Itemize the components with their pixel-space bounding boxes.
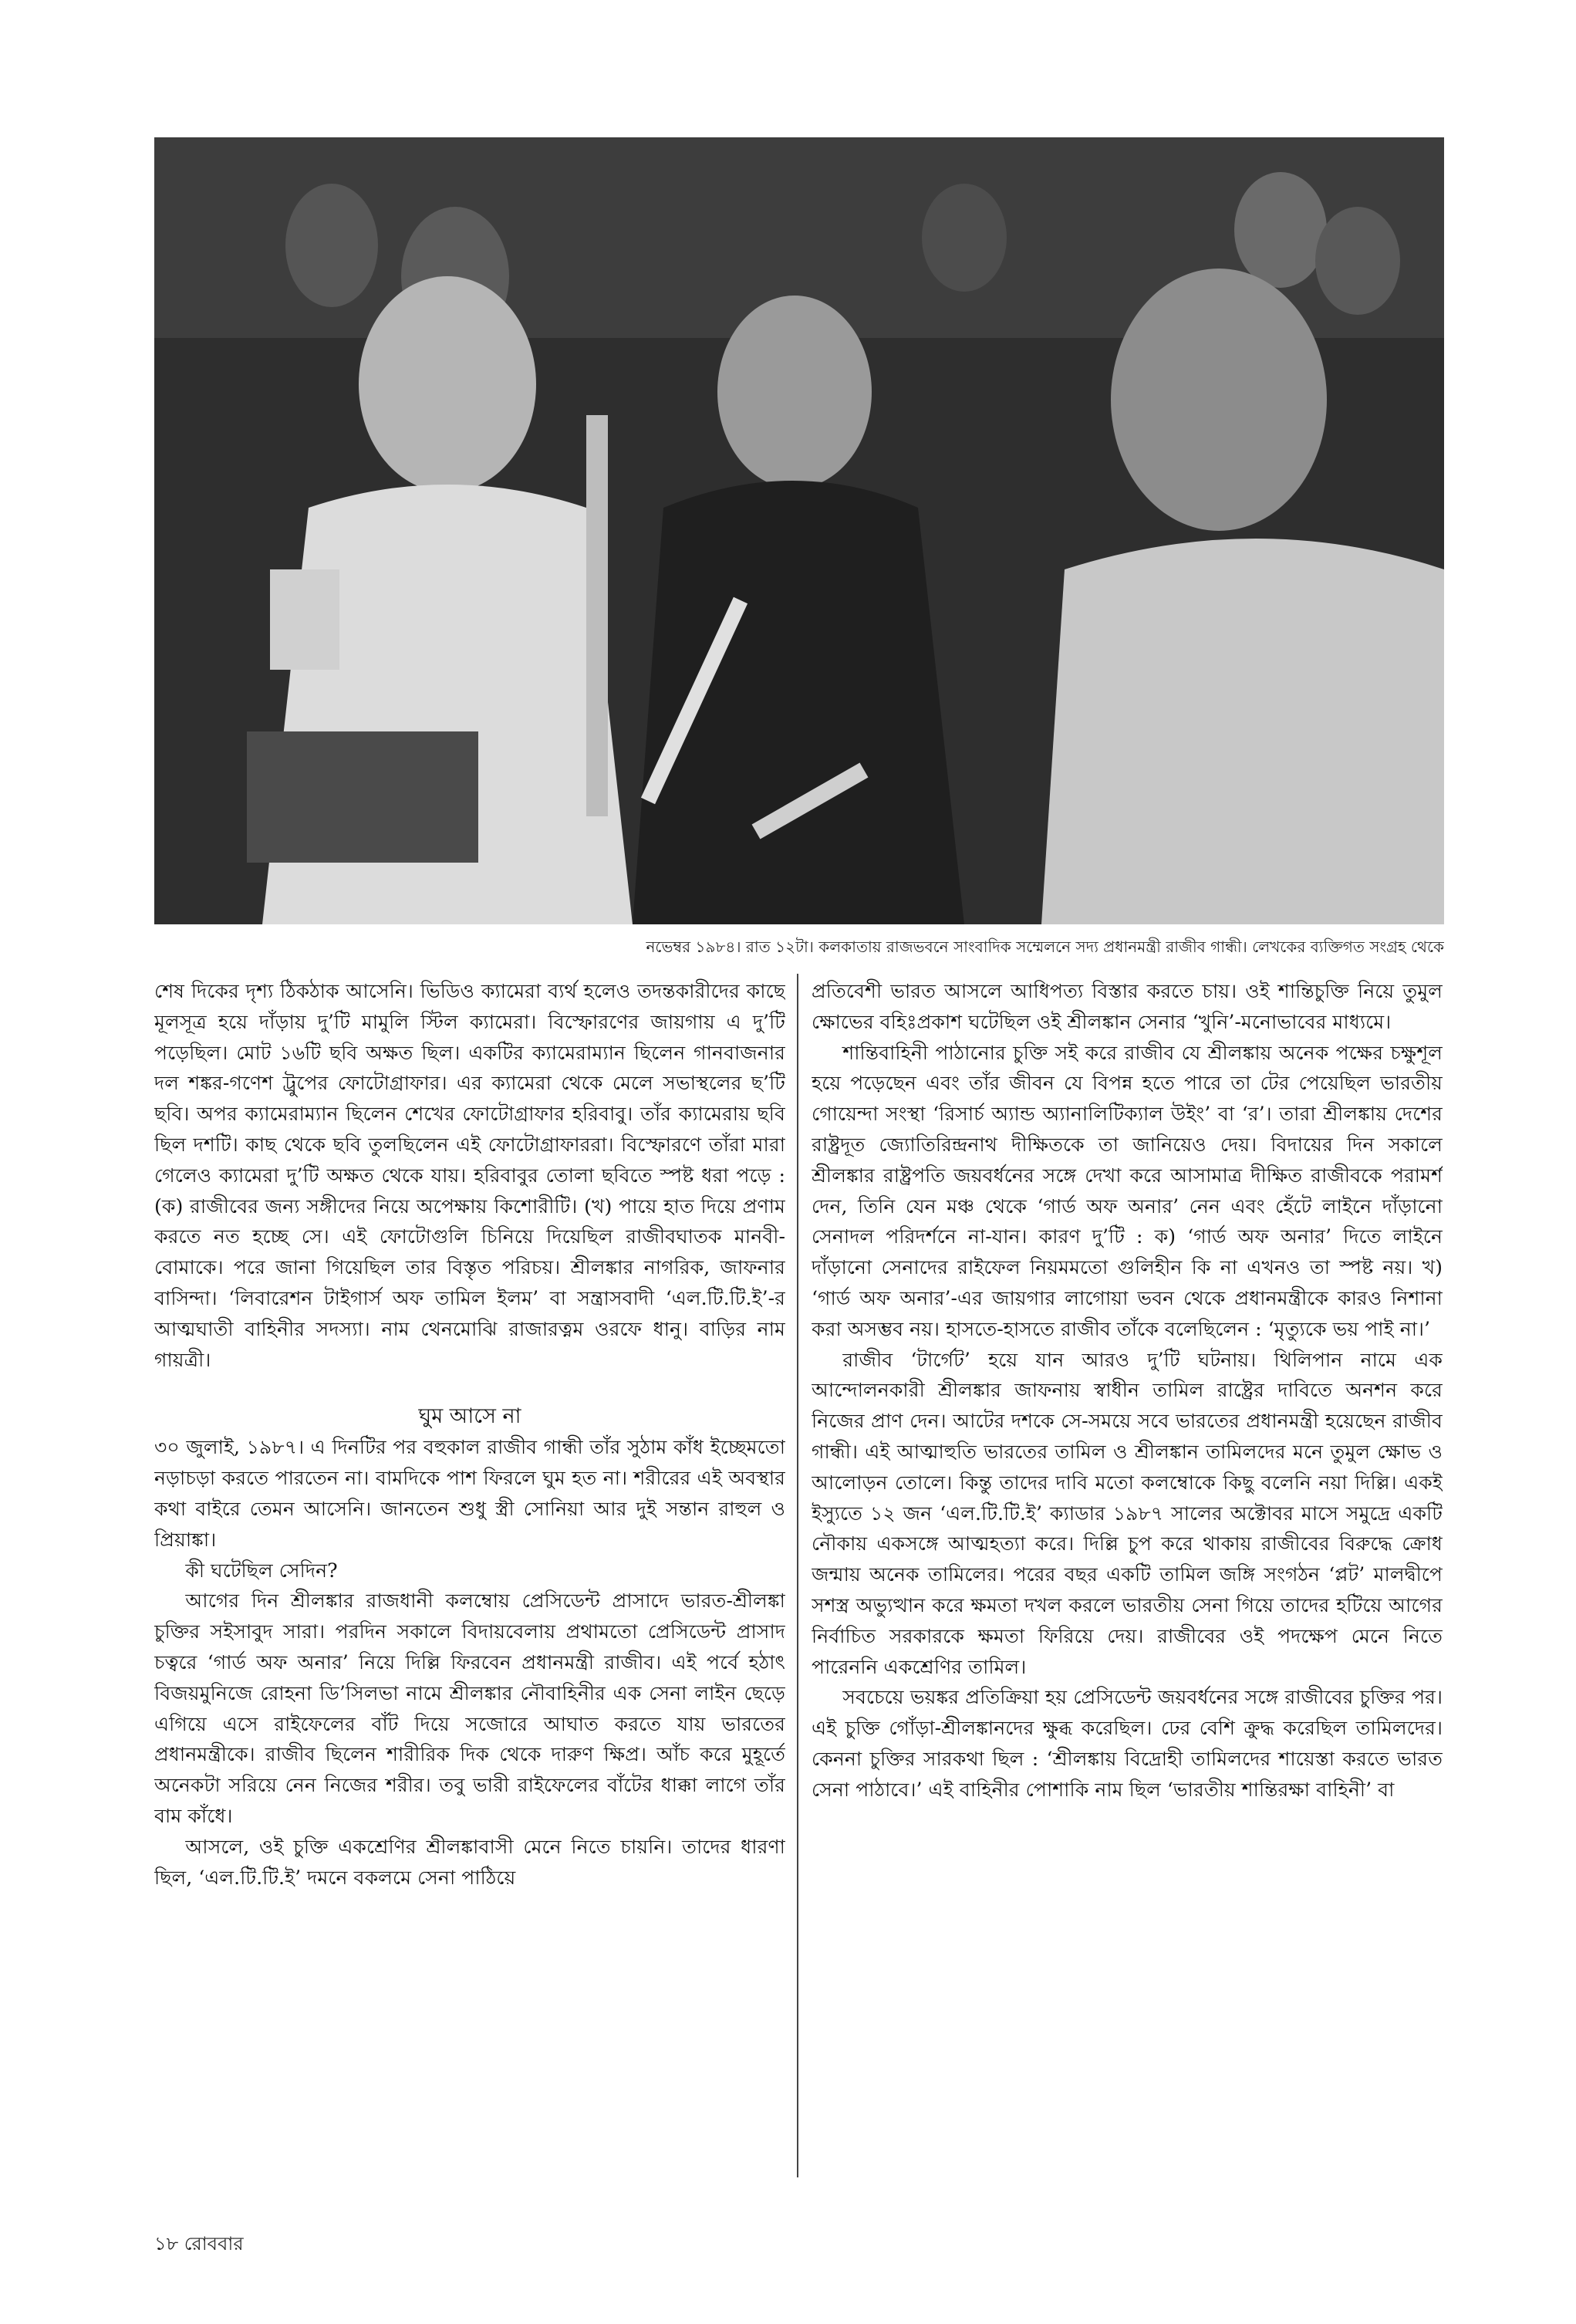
paragraph: শেষ দিকের দৃশ্য ঠিকঠাক আসেনি। ভিডিও ক্যামেরা ব্যর্থ হলেও তদন্তকারীদের কাছে মূলসূত্র হয়ে দাঁড়ায় দু’টি মামুলি স্টিল ক্যামেরা। বিস্ফোরণের জায়গায় এ দু’টি পড়েছিল। মোট ১৬টি ছবি অক্ষত ছিল। একটির ক্যামেরাম্যান ছিলেন গানবাজনার দল শঙ্কর-গণেশ ট্রুপের ফোটোগ্রাফার। এর ক্যামেরা থেকে মেলে সভাস্থলের ছ’টি ছবি। অপর ক্যামেরাম্যান ছিলেন শেখের ফোটোগ্রাফার হরিবাবু। তাঁর ক্যামেরায় ছবি ছিল দশটি। কাছ থেকে ছবি তুলছিলেন এই ফোটোগ্রাফাররা। বিস্ফোরণে তাঁরা মারা গেলেও ক্যামেরা দু’টি অক্ষত থেকে যায়। হরিবাবুর তোলা ছবিতে স্পষ্ট ধরা পড়ে : (ক) রাজীবের জন্য সঙ্গীদের নিয়ে অপেক্ষায় কিশোরীটি। (খ) পায়ে হাত দিয়ে প্রণাম করতে নত হচ্ছে সে। এই ফোটোগুলি চিনিয়ে দিয়েছিল রাজীবঘাতক মানবী-বোমাকে। পরে জানা গিয়েছিল তার বিস্তৃত পরিচয়। শ্রীলঙ্কার নাগরিক, জাফনার বাসিন্দা। ‘লিবারেশন টাইগার্স অফ তামিল ইলম’ বা সন্ত্রাসবাদী ‘এল.টি.টি.ই’-র আত্মঘাতী বাহিনীর সদস্যা। নাম থেনমোঝি রাজারত্নম ওরফে ধানু। বাড়ির নাম গায়ত্রী। [154, 980, 785, 1371]
paragraph: রাজীব ‘টার্গেট’ হয়ে যান আরও দু’টি ঘটনায়। থিলিপান নামে এক আন্দোলনকারী শ্রীলঙ্কার জাফনায় স্বাধীন তামিল রাষ্ট্রের দাবিতে অনশন করে নিজের প্রাণ দেন। আটের দশকে সে-সময়ে সবে ভারতের প্রধানমন্ত্রী হয়েছেন রাজীব গান্ধী। এই আত্মাহুতি ভারতের তামিল ও শ্রীলঙ্কান তামিলদের মনে তুমুল ক্ষোভ ও আলোড়ন তোলে। কিন্তু তাদের দাবি মতো কলম্বোকে কিছু বলেনি নয়া দিল্লি। একই ইস্যুতে ১২ জন ‘এল.টি.টি.ই’ ক্যাডার ১৯৮৭ সালের অক্টোবর মাসে সমুদ্রে একটি নৌকায় একসঙ্গে আত্মহত্যা করে। দিল্লি চুপ করে থাকায় রাজীবের বিরুদ্ধে ক্রোধ জন্মায় অনেক তামিলের। পরের বছর একটি তামিল জঙ্গি সংগঠন ‘প্লট’ মালদ্বীপে সশস্ত্র অভ্যুত্থান করে ক্ষমতা দখল করলে ভারতীয় সেনা গিয়ে তাদের হটিয়ে আগের নির্বাচিত সরকারকে ক্ষমতা ফিরিয়ে দেয়। রাজীবের ওই পদক্ষেপ মেনে নিতে পারেননি একশ্রেণির তামিল। [812, 1348, 1443, 1678]
paragraph: আসলে, ওই চুক্তি একশ্রেণির শ্রীলঙ্কাবাসী মেনে নিতে চায়নি। তাদের ধারণা ছিল, ‘এল.টি.টি.ই’ দমনে বকলমে সেনা পাঠিয়ে [154, 1835, 785, 1889]
section-heading: ঘুম আসে না [418, 1404, 521, 1429]
page-footer: ১৮ রোববার [154, 2233, 244, 2255]
paragraph: শান্তিবাহিনী পাঠানোর চুক্তি সই করে রাজীব যে শ্রীলঙ্কায় অনেক পক্ষের চক্ষুশূল হয়ে পড়েছেন এবং তাঁর জীবন যে বিপন্ন হতে পারে তা টের পেয়েছিল ভারতীয় গোয়েন্দা সংস্থা ‘রিসার্চ অ্যান্ড অ্যানালিটিক্যাল উইং’ বা ‘র’। তারা শ্রীলঙ্কায় দেশের রাষ্ট্রদূত জ্যোতিরিন্দ্রনাথ দীক্ষিতকে তা জানিয়েও দেয়। বিদায়ের দিন সকালে শ্রীলঙ্কার রাষ্ট্রপতি জয়বর্ধনের সঙ্গে দেখা করে আসামাত্র দীক্ষিত রাজীবকে পরামর্শ দেন, তিনি যেন মঞ্চ থেকে ‘গার্ড অফ অনার’ নেন এবং হেঁটে লাইনে দাঁড়ানো সেনাদল পরিদর্শনে না-যান। কারণ দু’টি : ক) ‘গার্ড অফ অনার’ দিতে লাইনে দাঁড়ানো সেনাদের রাইফেল নিয়মমতো গুলিহীন কি না এখনও তা স্পষ্ট নয়। খ) ‘গার্ড অফ অনার’-এর জায়গার লাগোয়া ভবন থেকে প্রধানমন্ত্রীকে কারও নিশানা করা অসম্ভব নয়। হাসতে-হাসতে রাজীব তাঁকে বলেছিলেন : ‘মৃত্যুকে ভয় পাই না।’ [812, 1041, 1443, 1340]
paragraph: আগের দিন শ্রীলঙ্কার রাজধানী কলম্বোয় প্রেসিডেন্ট প্রাসাদে ভারত-শ্রীলঙ্কা চুক্তির সইসাবুদ সারা। পরদিন সকালে বিদায়বেলায় প্রথামতো প্রেসিডেন্ট প্রাসাদ চত্বরে ‘গার্ড অফ অনার’ নিয়ে দিল্লি ফিরবেন প্রধানমন্ত্রী রাজীব। এই পর্বে হঠাৎ বিজয়মুনিজে রোহনা ডি’সিলভা নামে শ্রীলঙ্কার নৌবাহিনীর এক সেনা লাইন ছেড়ে এগিয়ে এসে রাইফেলের বাঁট দিয়ে সজোরে আঘাত করতে যায় ভারতের প্রধানমন্ত্রীকে। রাজীব ছিলেন শারীরিক দিক থেকে দারুণ ক্ষিপ্র। আঁচ করে মুহূর্তে অনেকটা সরিয়ে নেন নিজের শরীর। তবু ভারী রাইফেলের বাঁটের ধাক্কা লাগে তাঁর বাম কাঁধে। [154, 1589, 785, 1827]
paragraph: প্রতিবেশী ভারত আসলে আধিপত্য বিস্তার করতে চায়। ওই শান্তিচুক্তি নিয়ে তুমুল ক্ষোভের বহিঃপ্রকাশ ঘটেছিল ওই শ্রীলঙ্কান সেনার ‘খুনি’-মনোভাবের মাধ্যমে। [812, 980, 1443, 1033]
paragraph: সবচেয়ে ভয়ঙ্কর প্রতিক্রিয়া হয় প্রেসিডেন্ট জয়বর্ধনের সঙ্গে রাজীবের চুক্তির পর। এই চুক্তি গোঁড়া-শ্রীলঙ্কানদের ক্ষুব্ধ করেছিল। ঢের বেশি ক্রুদ্ধ করেছিল তামিলদের। কেননা চুক্তির সারকথা ছিল : ‘শ্রীলঙ্কায় বিদ্রোহী তামিলদের শায়েস্তা করতে ভারত সেনা পাঠাবে।’ এই বাহিনীর পোশাকি নাম ছিল ‘ভারতীয় শান্তিরক্ষা বাহিনী’ বা [812, 1686, 1443, 1801]
press-conference-photo [154, 137, 1444, 924]
paragraph: ৩০ জুলাই, ১৯৮৭। এ দিনটির পর বহুকাল রাজীব গান্ধী তাঁর সুঠাম কাঁধ ইচ্ছেমতো নড়াচড়া করতে পারতেন না। বামদিকে পাশ ফিরলে ঘুম হত না। শরীরের এই অবস্থার কথা বাইরে তেমন আসেনি। জানতেন শুধু স্ত্রী সোনিয়া আর দুই সন্তান রাহুল ও প্রিয়াঙ্কা। [154, 1436, 785, 1551]
paragraph: কী ঘটেছিল সেদিন? [185, 1559, 338, 1582]
column-divider [797, 974, 798, 2177]
left-column [154, 976, 785, 2172]
photo-caption: নভেম্বর ১৯৮৪। রাত ১২টা। কলকাতায় রাজভবনে সাংবাদিক সম্মেলনে সদ্য প্রধানমন্ত্রী রাজীব গান্ধী। লেখকের ব্যক্তিগত সংগ্রহ থেকে [646, 937, 1444, 956]
article-photo [154, 137, 1444, 924]
right-column [812, 976, 1443, 2172]
